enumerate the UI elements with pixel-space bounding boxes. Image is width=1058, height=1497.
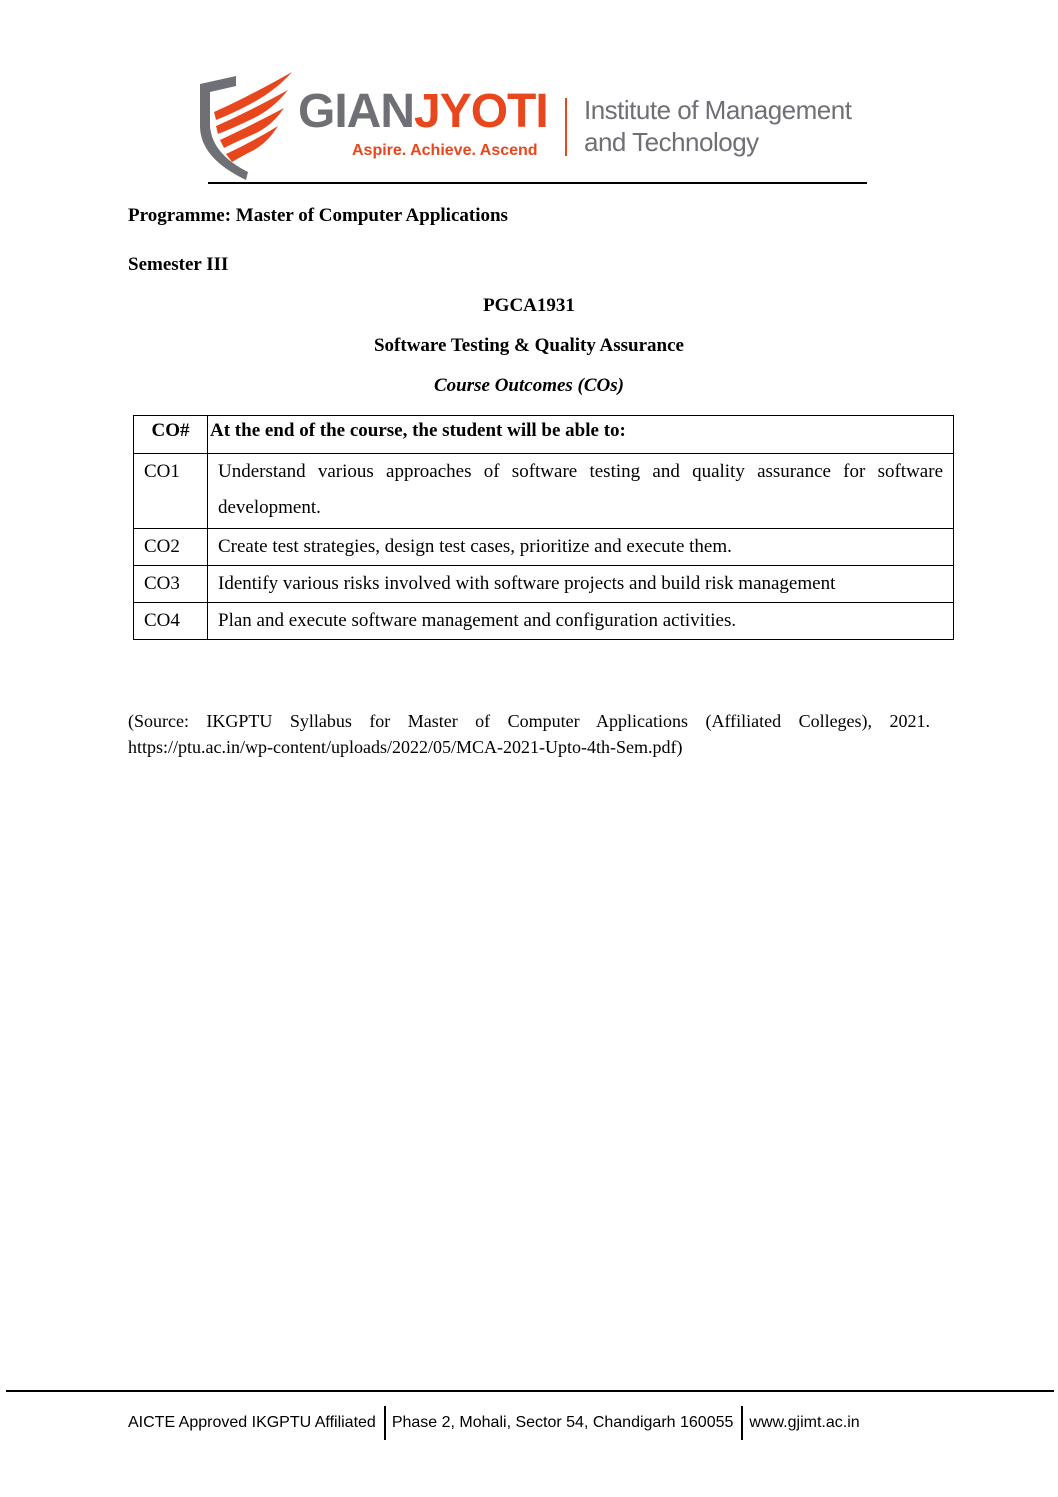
footer-separator	[384, 1406, 386, 1440]
institute-name	[584, 94, 851, 158]
course-outcomes-table	[133, 415, 954, 640]
source-citation: (Source: IKGPTU Syllabus for Master of Computer Applications (Affiliated Colleges), 2021. https://ptu.ac.in/wp-content/uploads/2022/05/MCA-2021-Upto-4th-Sem.pdf)	[128, 711, 930, 757]
footer-affiliation: AICTE Approved IKGPTU Affiliated	[128, 1414, 376, 1431]
semester-title: Semester III	[128, 254, 229, 275]
table-header-co: CO#	[134, 416, 208, 454]
table-row	[134, 454, 954, 529]
course-title: Software Testing & Quality Assurance	[373, 335, 684, 356]
table-row	[134, 603, 954, 640]
brand-name-part1: GIAN	[298, 85, 414, 138]
institute-name-line2: and Technology	[584, 127, 759, 157]
table-row	[134, 529, 954, 566]
co-description-cell: Understand various approaches of software testing and quality assurance for software development.	[208, 454, 954, 529]
footer-separator	[741, 1406, 743, 1440]
course-code: PGCA1931	[483, 295, 575, 316]
footer-address: Phase 2, Mohali, Sector 54, Chandigarh 160055	[391, 1414, 734, 1431]
table-row	[134, 566, 954, 603]
footer-rule	[6, 1390, 1054, 1392]
institute-header	[190, 64, 870, 179]
course-outcomes-heading: Course Outcomes (COs)	[433, 375, 624, 396]
brand-name-part2: JYOTI	[414, 85, 548, 138]
co-id-cell: CO1	[134, 454, 208, 529]
co-description-cell: Identify various risks involved with software projects and build risk management	[208, 566, 954, 603]
page-footer	[128, 1405, 860, 1441]
brand-name	[298, 85, 548, 138]
shield-wings-icon	[196, 68, 296, 180]
brand-divider	[565, 98, 567, 156]
header-rule	[208, 182, 867, 184]
table-header-outcome: At the end of the course, the student will be able to:	[208, 416, 954, 454]
institute-name-line1: Institute of Management	[584, 95, 852, 125]
co-description-cell: Create test strategies, design test cases, prioritize and execute them.	[208, 529, 954, 566]
co-id-cell: CO3	[134, 566, 208, 603]
footer-website[interactable]: www.gjimt.ac.in	[749, 1414, 860, 1431]
co-description-cell: Plan and execute software management and configuration activities.	[208, 603, 954, 640]
table-header-row	[134, 416, 954, 454]
co-id-cell: CO4	[134, 603, 208, 640]
brand-tagline: Aspire. Achieve. Ascend	[352, 142, 538, 159]
programme-title: Programme: Master of Computer Applications	[128, 205, 508, 226]
co-id-cell: CO2	[134, 529, 208, 566]
